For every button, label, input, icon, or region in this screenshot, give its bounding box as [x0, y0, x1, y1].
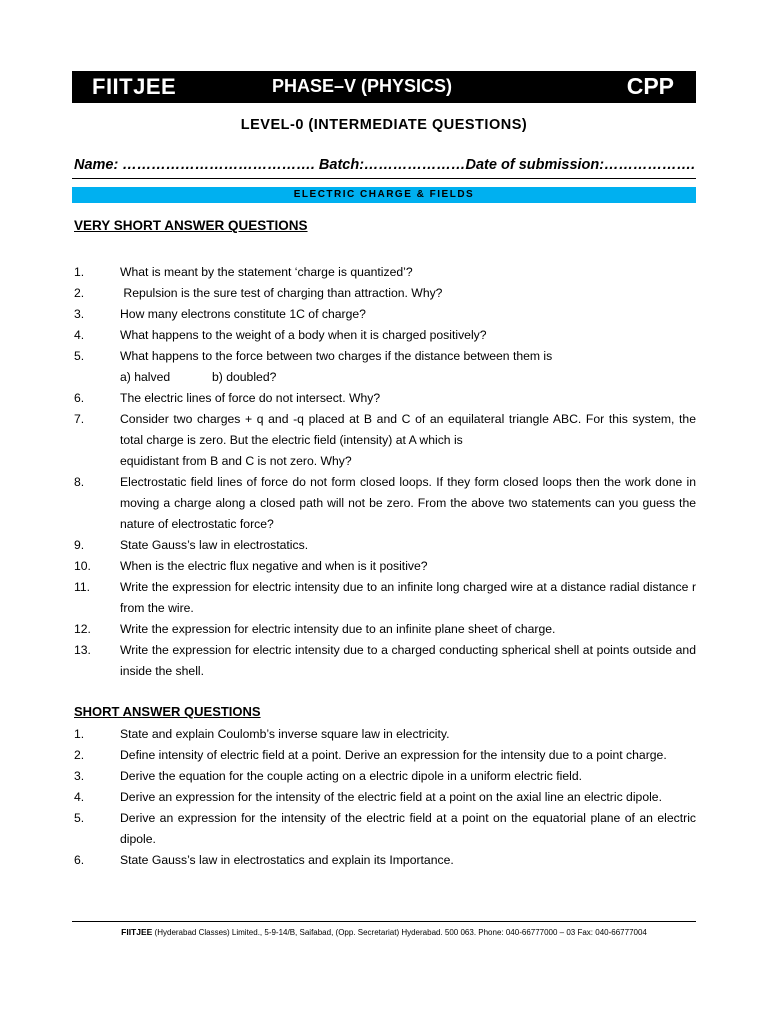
question-item: [74, 850, 696, 871]
question-text: Derive an expression for the intensity of the electric field at a point on the equatorial plane of an electric dipole.: [120, 811, 696, 846]
question-number: 3.: [74, 769, 85, 783]
question-text: State and explain Coulomb’s inverse square law in electricity.: [120, 727, 450, 741]
header-code: CPP: [626, 73, 674, 99]
question-text: Consider two charges + q and -q placed at B and C of an equilateral triangle ABC. For this system, the total charge is zero. But the electric field (intensity) at A which is: [120, 412, 696, 447]
question-number: 1.: [74, 265, 85, 279]
question-number: 12.: [74, 622, 91, 636]
question-item: [74, 262, 696, 283]
question-list-short: [74, 724, 696, 871]
question-item: [74, 346, 696, 388]
question-text: When is the electric flux negative and when is it positive?: [120, 559, 428, 573]
question-text: Electrostatic field lines of force do not form closed loops. If they form closed loops then the work done in moving a charge along a closed path will not be zero. From the above two statements can you guess the nature of electrostatic force?: [120, 475, 696, 531]
footer-address: (Hyderabad Classes) Limited., 5-9-14/B, Saifabad, (Opp. Secretariat) Hyderabad. 500 063. Phone: 040-66777000 – 03 Fax: 040-66777004: [152, 928, 647, 937]
option-b: b) doubled?: [212, 370, 277, 384]
question-number: 2.: [74, 286, 85, 300]
section-heading-short: SHORT ANSWER QUESTIONS: [74, 704, 261, 719]
question-text: What happens to the weight of a body when it is charged positively?: [120, 328, 487, 342]
question-number: 1.: [74, 727, 85, 741]
question-number: 10.: [74, 559, 91, 573]
header-phase: PHASE–V (PHYSICS): [272, 76, 453, 96]
question-number: 3.: [74, 307, 85, 321]
question-number: 11.: [74, 580, 91, 594]
option-a: a) halved: [120, 370, 171, 384]
footer-rule: [72, 921, 696, 922]
question-number: 5.: [74, 811, 85, 825]
question-number: 4.: [74, 790, 85, 804]
question-number: 6.: [74, 853, 85, 867]
question-number: 8.: [74, 475, 85, 489]
question-text: The electric lines of force do not intersect. Why?: [120, 391, 381, 405]
question-text: Repulsion is the sure test of charging than attraction. Why?: [120, 286, 443, 300]
question-number: 6.: [74, 391, 85, 405]
question-number: 2.: [74, 748, 85, 762]
question-item: [74, 325, 696, 346]
question-text: Derive an expression for the intensity of the electric field at a point on the axial line an electric dipole.: [120, 790, 662, 804]
footer-brand: FIITJEE: [121, 927, 153, 937]
question-list-very-short: [74, 262, 696, 682]
question-item: [74, 619, 696, 640]
question-item: [74, 724, 696, 745]
header-bar: [72, 71, 696, 103]
topic-band: ELECTRIC CHARGE & FIELDS: [72, 187, 696, 203]
question-text: Write the expression for electric intensity due to an infinite plane sheet of charge.: [120, 622, 556, 636]
question-number: 5.: [74, 349, 85, 363]
name-batch-line: Name: …………………………………. Batch:…………………Date of submission:……………….: [74, 157, 696, 173]
question-item: [74, 388, 696, 409]
question-text: Write the expression for electric intensity due to an infinite long charged wire at a distance radial distance r from the wire.: [120, 580, 696, 615]
question-text-continued: equidistant from B and C is not zero. Why?: [120, 454, 352, 468]
question-item: [74, 745, 696, 766]
question-text: State Gauss’s law in electrostatics and explain its Importance.: [120, 853, 454, 867]
question-item: [74, 472, 696, 535]
question-item: [74, 808, 696, 850]
question-item: [74, 766, 696, 787]
question-text: State Gauss’s law in electrostatics.: [120, 538, 309, 552]
question-number: 9.: [74, 538, 85, 552]
footer: [0, 927, 768, 937]
section-heading-very-short: VERY SHORT ANSWER QUESTIONS: [74, 218, 308, 233]
question-text: What happens to the force between two charges if the distance between them is: [120, 349, 553, 363]
level-title: LEVEL-0 (INTERMEDIATE QUESTIONS): [240, 117, 528, 133]
question-text: How many electrons constitute 1C of charge?: [120, 307, 366, 321]
question-item: [74, 535, 696, 556]
question-text: Write the expression for electric intensity due to a charged conducting spherical shell at points outside and inside the shell.: [120, 643, 696, 678]
question-text: Define intensity of electric field at a point. Derive an expression for the intensity due to a point charge.: [120, 748, 667, 762]
question-item: [74, 787, 696, 808]
question-number: 13.: [74, 643, 91, 657]
question-item: [74, 409, 696, 472]
name-rule: [72, 178, 696, 179]
question-item: [74, 577, 696, 619]
question-options: [120, 367, 696, 388]
question-item: [74, 640, 696, 682]
question-number: 7.: [74, 412, 85, 426]
question-item: [74, 304, 696, 325]
question-item: [74, 283, 696, 304]
header-brand: FIITJEE: [92, 74, 177, 99]
question-text: What is meant by the statement ‘charge is quantized’?: [120, 265, 413, 279]
question-text: Derive the equation for the couple acting on a electric dipole in a uniform electric field.: [120, 769, 583, 783]
question-item: [74, 556, 696, 577]
question-number: 4.: [74, 328, 85, 342]
